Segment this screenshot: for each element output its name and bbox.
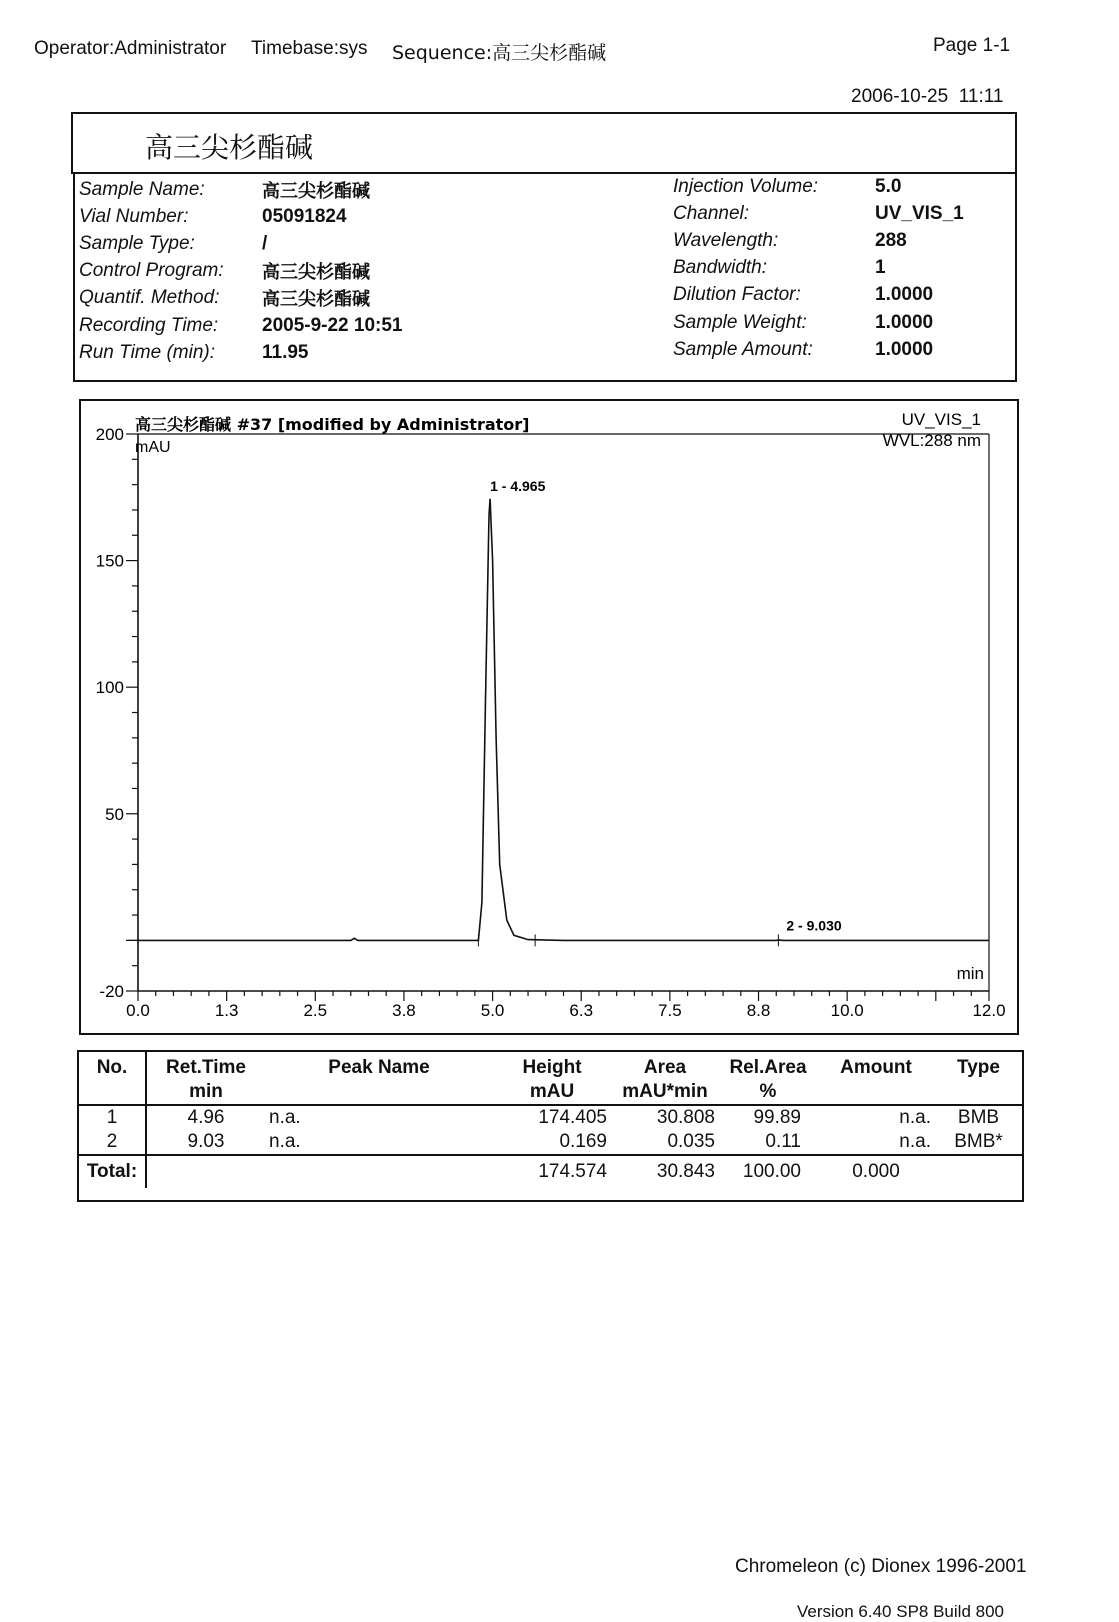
- total-label: Total:: [79, 1155, 146, 1188]
- y-tick-label: 150: [95, 551, 124, 571]
- total-area: 30.843: [611, 1155, 719, 1188]
- cell-amount: n.a.: [817, 1105, 935, 1130]
- col-subheader-peak-name: [265, 1080, 493, 1105]
- table-row: [79, 1105, 1022, 1130]
- col-header-amount: Amount: [840, 1057, 912, 1078]
- meta-label: Sample Amount:: [673, 339, 813, 360]
- cell-peak-name: n.a.: [269, 1131, 301, 1152]
- col-header-ret-time: Ret.Time: [166, 1057, 246, 1078]
- cell-type: BMB*: [954, 1131, 1003, 1152]
- footer-copyright: Chromeleon (c) Dionex 1996-2001: [735, 1556, 1027, 1577]
- page-number: Page 1-1: [933, 35, 1011, 56]
- meta-label: Vial Number:: [79, 206, 189, 227]
- x-tick-label: 12.0: [972, 1001, 1006, 1020]
- cell-height: 174.405: [493, 1105, 611, 1130]
- cell-area: 0.035: [667, 1131, 715, 1152]
- meta-value: 11.95: [262, 342, 309, 363]
- meta-value: UV_VIS_1: [875, 203, 964, 224]
- x-tick-label: 10.0: [830, 1001, 864, 1020]
- y-tick-label: 100: [95, 678, 124, 698]
- meta-label: Control Program:: [79, 260, 224, 281]
- col-header-height: Height: [522, 1057, 582, 1078]
- x-tick-label: 5.0: [480, 1001, 505, 1020]
- report-title: 高三尖杉酯碱: [145, 131, 314, 164]
- x-tick-label: 7.5: [658, 1001, 682, 1020]
- cell-height: 0.169: [559, 1131, 607, 1152]
- meta-label: Bandwidth:: [673, 257, 768, 278]
- meta-value: 1.0000: [875, 312, 934, 333]
- sequence-label: Sequence:高三尖杉酯碱: [392, 42, 607, 64]
- total-amount: 0.000: [817, 1155, 935, 1188]
- table-total-row: [79, 1155, 1022, 1188]
- x-tick-label: 8.8: [746, 1001, 771, 1020]
- print-datetime: 2006-10-25 11:11: [851, 86, 1004, 107]
- meta-value: 1: [875, 257, 886, 278]
- y-tick-label: -20: [99, 982, 124, 1001]
- meta-value: 高三尖杉酯碱: [262, 289, 370, 310]
- y-tick-label: 50: [105, 804, 124, 824]
- total-height: 174.574: [493, 1155, 611, 1188]
- cell-no: 2: [79, 1130, 146, 1155]
- col-header-peak-name: Peak Name: [328, 1057, 430, 1078]
- meta-value: 1.0000: [875, 284, 934, 305]
- meta-label: Quantif. Method:: [79, 287, 220, 308]
- meta-label: Dilution Factor:: [673, 284, 801, 305]
- col-unit-area: mAU*min: [622, 1081, 708, 1102]
- col-header-no: No.: [79, 1052, 146, 1080]
- meta-label: Recording Time:: [79, 315, 219, 336]
- x-tick-label: 0.0: [126, 1001, 150, 1020]
- cell-peak-name: n.a.: [265, 1105, 493, 1130]
- total-empty-type: [935, 1155, 1022, 1188]
- cell-area: 30.808: [611, 1105, 719, 1130]
- x-tick-label: 3.8: [392, 1001, 416, 1020]
- peak-label: 2 - 9.030: [786, 917, 842, 934]
- total-rel-area: 100.00: [719, 1155, 817, 1188]
- meta-value: /: [262, 233, 268, 254]
- meta-label: Sample Type:: [79, 233, 195, 254]
- chart-channel-label: UV_VIS_1: [901, 410, 981, 429]
- timebase-label: Timebase:sys: [251, 38, 368, 59]
- x-tick-label: 6.3: [569, 1001, 594, 1020]
- cell-rel-area: 0.11: [765, 1131, 801, 1152]
- meta-value: 1.0000: [875, 339, 934, 360]
- meta-label: Injection Volume:: [673, 176, 819, 197]
- cell-no: 1: [79, 1105, 146, 1130]
- footer-version: Version 6.40 SP8 Build 800: [797, 1602, 1004, 1621]
- meta-value: 288: [875, 230, 907, 251]
- cell-ret-time: 9.03: [187, 1131, 225, 1152]
- x-tick-label: 1.3: [214, 1001, 239, 1020]
- col-subheader-amount: [817, 1080, 935, 1105]
- chromatogram-trace: [138, 499, 989, 941]
- table-row: [79, 1130, 1022, 1155]
- chart-title: 高三尖杉酯碱 #37 [modified by Administrator]: [135, 415, 530, 434]
- total-empty-name: [265, 1155, 493, 1188]
- col-subheader-no: [79, 1080, 146, 1105]
- meta-label: Channel:: [673, 203, 750, 224]
- col-unit-rel-area: %: [759, 1081, 777, 1102]
- meta-value: 2005-9-22 10:51: [262, 315, 403, 336]
- x-tick-label: 2.5: [303, 1001, 328, 1020]
- col-unit-ret-time: min: [189, 1081, 223, 1102]
- y-tick-label: 200: [95, 425, 124, 444]
- meta-label: Sample Weight:: [673, 312, 807, 333]
- col-header-area: Area: [643, 1057, 687, 1078]
- col-subheader-type: [935, 1080, 1022, 1105]
- peak-results-table: [79, 1052, 1022, 1188]
- meta-label: Wavelength:: [673, 230, 779, 251]
- col-unit-height: mAU: [529, 1081, 575, 1102]
- cell-ret-time: 4.96: [146, 1105, 265, 1130]
- meta-value: 高三尖杉酯碱: [262, 181, 370, 202]
- chart-xlabel: min: [956, 964, 984, 983]
- meta-value: 5.0: [875, 176, 902, 197]
- cell-amount: n.a.: [899, 1131, 931, 1152]
- col-header-rel-area: Rel.Area: [729, 1057, 807, 1078]
- cell-type: BMB: [935, 1105, 1022, 1130]
- peak-label: 1 - 4.965: [490, 477, 546, 494]
- chart-wavelength-label: WVL:288 nm: [882, 431, 981, 450]
- chart-ylabel: mAU: [135, 439, 171, 456]
- meta-label: Run Time (min):: [79, 342, 216, 363]
- col-header-type: Type: [957, 1057, 1000, 1078]
- meta-label: Sample Name:: [79, 179, 205, 200]
- total-empty-ret: [146, 1155, 265, 1188]
- meta-value: 05091824: [262, 206, 347, 227]
- meta-value: 高三尖杉酯碱: [262, 262, 370, 283]
- operator-label: Operator:Administrator: [34, 38, 227, 59]
- cell-rel-area: 99.89: [719, 1105, 817, 1130]
